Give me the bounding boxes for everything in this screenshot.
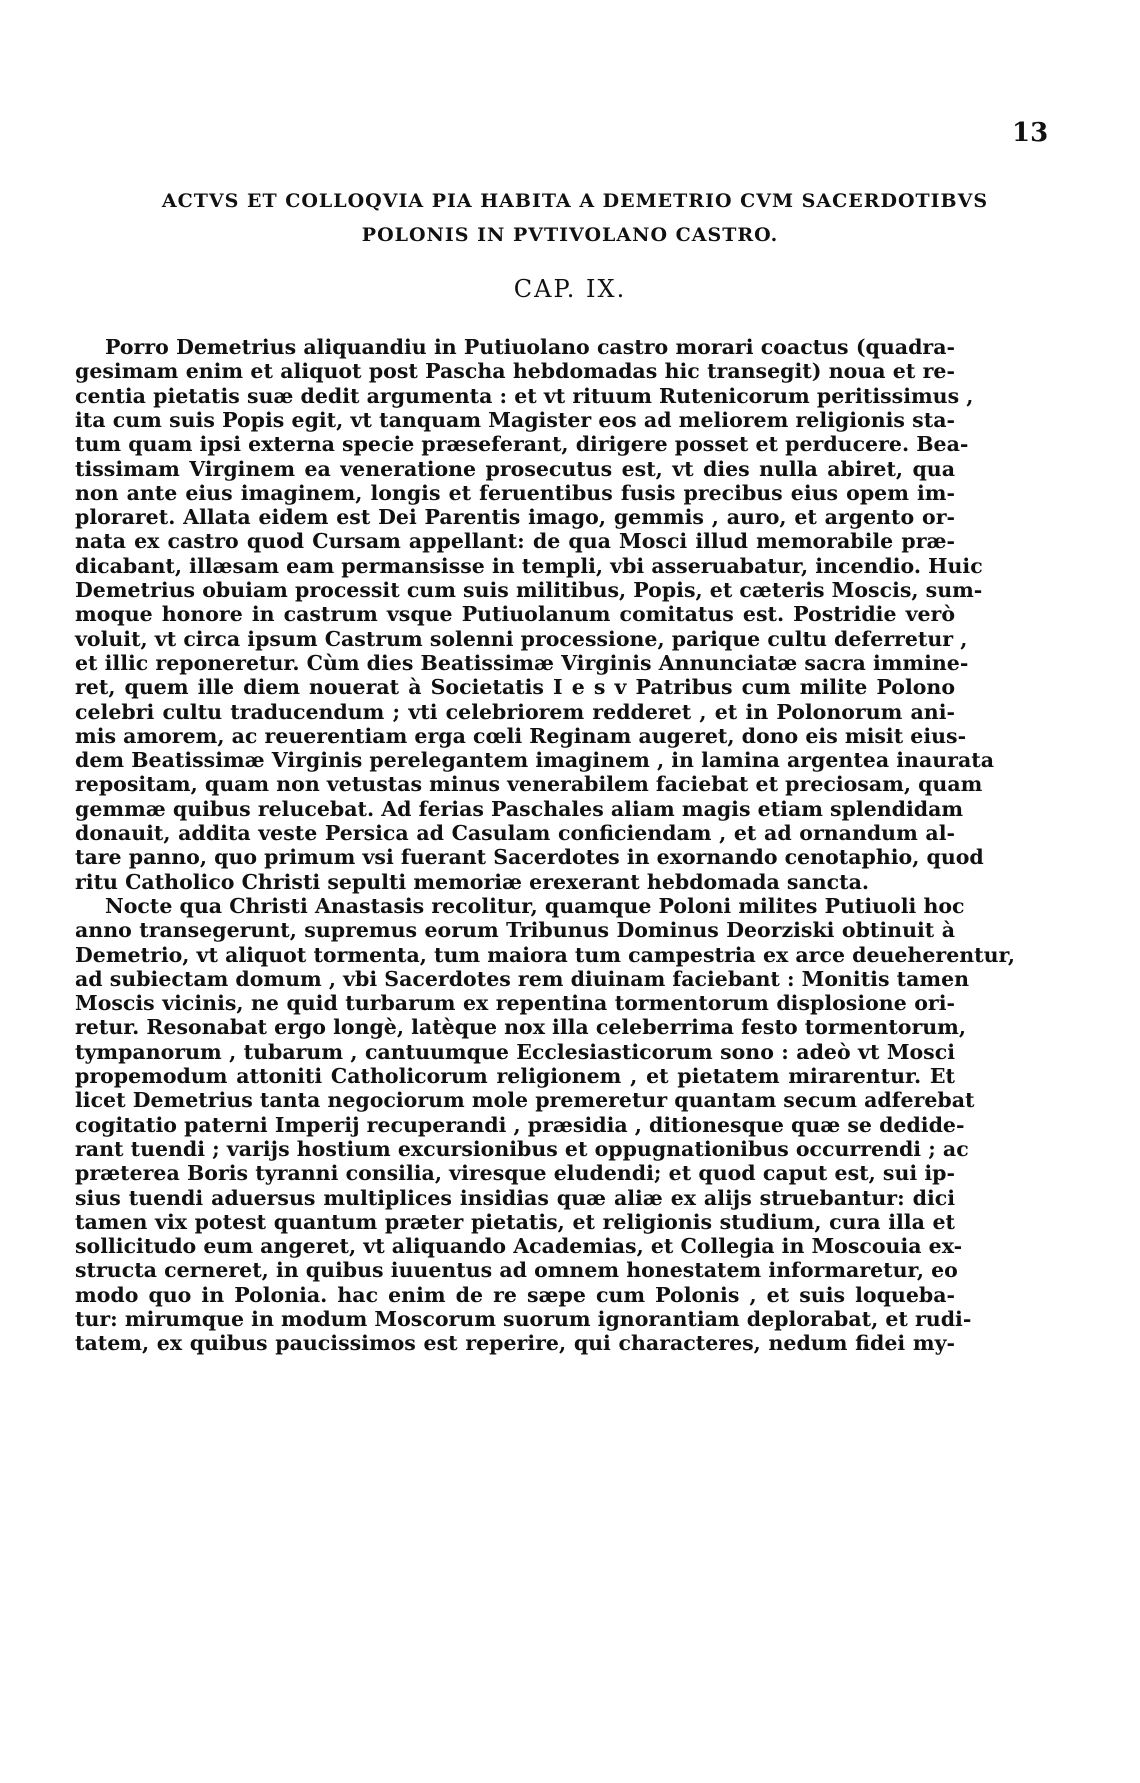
- text-line: moque honore in castrum vsque Putiuolanum comitatus est. Postridie verò: [75, 602, 955, 627]
- text-line: ita cum suis Popis egit, vt tanquam Magister eos ad meliorem religionis sta-: [75, 407, 955, 432]
- text-line: tur: mirumque in modum Moscorum suorum ignorantiam deplorabat, et rudi-: [75, 1307, 972, 1331]
- text-line: Moscis vicinis, ne quid turbarum ex repentina tormentorum displosione ori-: [75, 991, 955, 1016]
- text-line: voluit, vt circa ipsum Castrum solenni processione, parique cultu deferretur ,: [75, 626, 968, 651]
- heading-line-1: ACTVS ET COLLOQVIA PIA HABITA A DEMETRIO CVM SACERDOTIBVS: [161, 190, 989, 212]
- text-line: licet Demetrius tanta negociorum mole premeretur quantam secum adferebat: [75, 1088, 975, 1113]
- text-line: modo quo in Polonia. hac enim de re sæpe cum Polonis , et suis loqueba-: [75, 1282, 955, 1307]
- text-line: celebri cultu traducendum ; vti celebriorem redderet , et in Polonorum ani-: [75, 699, 955, 724]
- text-line: repositam, quam non vetustas minus venerabilem faciebat et preciosam, quam: [75, 772, 983, 797]
- text-line: tum quam ipsi externa specie præseferant, dirigere posset et perducere. Bea-: [75, 432, 969, 457]
- text-line: ret, quem ille diem nouerat à Societatis I e s v Patribus cum milite Polono: [75, 675, 955, 700]
- text-line: propemodum attoniti Catholicorum religionem , et pietatem mirarentur. Et: [75, 1064, 955, 1088]
- text-line: tamen vix potest quantum præter pietatis, et religionis studium, cura illa et: [75, 1209, 955, 1234]
- text-line: mis amorem, ac reuerentiam erga cœli Reginam augeret, dono eis misit eius-: [75, 723, 967, 748]
- text-line: Nocte qua Christi Anastasis recolitur, quamque Poloni milites Putiuoli hoc: [105, 893, 965, 918]
- text-line: tatem, ex quibus paucissimos est reperire, qui characteres, nedum fidei my-: [75, 1331, 955, 1356]
- text-line: ad subiectam domum , vbi Sacerdotes rem diuinam faciebant : Monitis tamen: [75, 966, 970, 991]
- heading-line-2: POLONIS IN PVTIVOLANO CASTRO.: [361, 224, 779, 246]
- text-line: Demetrius obuiam processit cum suis militibus, Popis, et cæteris Moscis, sum-: [75, 578, 983, 602]
- text-line: sollicitudo eum angeret, vt aliquando Academias, et Collegia in Moscouia ex-: [75, 1234, 963, 1259]
- text-line: centia pietatis suæ dedit argumenta : et vt rituum Rutenicorum peritissimus ,: [75, 383, 974, 408]
- text-line: gemmæ quibus relucebat. Ad ferias Paschales aliam magis etiam splendidam: [75, 796, 964, 821]
- text-line: tare panno, quo primum vsi fuerant Sacerdotes in exornando cenotaphio, quod: [75, 845, 984, 870]
- chapter-heading: CAP. IX.: [513, 275, 627, 303]
- text-line: sius tuendi aduersus multiplices insidias quæ aliæ ex alijs struebantur: dici: [75, 1185, 955, 1210]
- text-line: et illic reponeretur. Cùm dies Beatissimæ Virginis Annunciatæ sacra immine-: [75, 650, 969, 675]
- text-line: gesimam enim et aliquot post Pascha hebdomadas hic transegit) noua et re-: [75, 359, 955, 384]
- text-line: ploraret. Allata eidem est Dei Parentis imago, gemmis , auro, et argento or-: [75, 505, 955, 530]
- text-line: dem Beatissimæ Virginis perelegantem imaginem , in lamina argentea inaurata: [75, 748, 994, 773]
- text-line: tympanorum , tubarum , cantuumque Ecclesiasticorum sono : adeò vt Mosci: [75, 1039, 955, 1064]
- text-line: rant tuendi ; varijs hostium excursionibus et oppugnationibus occurrendi ; ac: [75, 1136, 969, 1161]
- text-line: tissimam Virginem ea veneratione prosecutus est, vt dies nulla abiret, qua: [75, 456, 955, 481]
- text-line: Porro Demetrius aliquandiu in Putiuolano castro morari coactus (quadra-: [105, 335, 955, 359]
- text-line: ritu Catholico Christi sepulti memoriæ erexerant hebdomada sancta.: [75, 869, 870, 894]
- text-line: donauit, addita veste Persica ad Casulam conficiendam , et ad ornandum al-: [75, 821, 955, 845]
- text-line: structa cerneret, in quibus iuuentus ad omnem honestatem informaretur, eo: [75, 1258, 958, 1283]
- text-line: retur. Resonabat ergo longè, latèque nox illa celeberrima festo tormentorum,: [75, 1015, 967, 1040]
- page-number: 13: [1012, 118, 1049, 148]
- text-line: dicabant, illæsam eam permansisse in templi, vbi asseruabatur, incendio. Huic: [75, 553, 983, 578]
- text-line: anno transegerunt, supremus eorum Tribunus Dominus Deorziski obtinuit à: [75, 918, 955, 943]
- text-line: cogitatio paterni Imperij recuperandi , præsidia , ditionesque quæ se dedide-: [75, 1112, 965, 1137]
- text-line: nata ex castro quod Cursam appellant: de qua Mosci illud memorabile præ-: [75, 529, 955, 554]
- text-line: non ante eius imaginem, longis et feruentibus fusis precibus eius opem im-: [75, 480, 955, 505]
- text-line: Demetrio, vt aliquot tormenta, tum maiora tum campestria ex arce deueherentur,: [75, 942, 1015, 967]
- text-line: præterea Boris tyranni consilia, viresque eludendi; et quod caput est, sui ip-: [75, 1161, 955, 1186]
